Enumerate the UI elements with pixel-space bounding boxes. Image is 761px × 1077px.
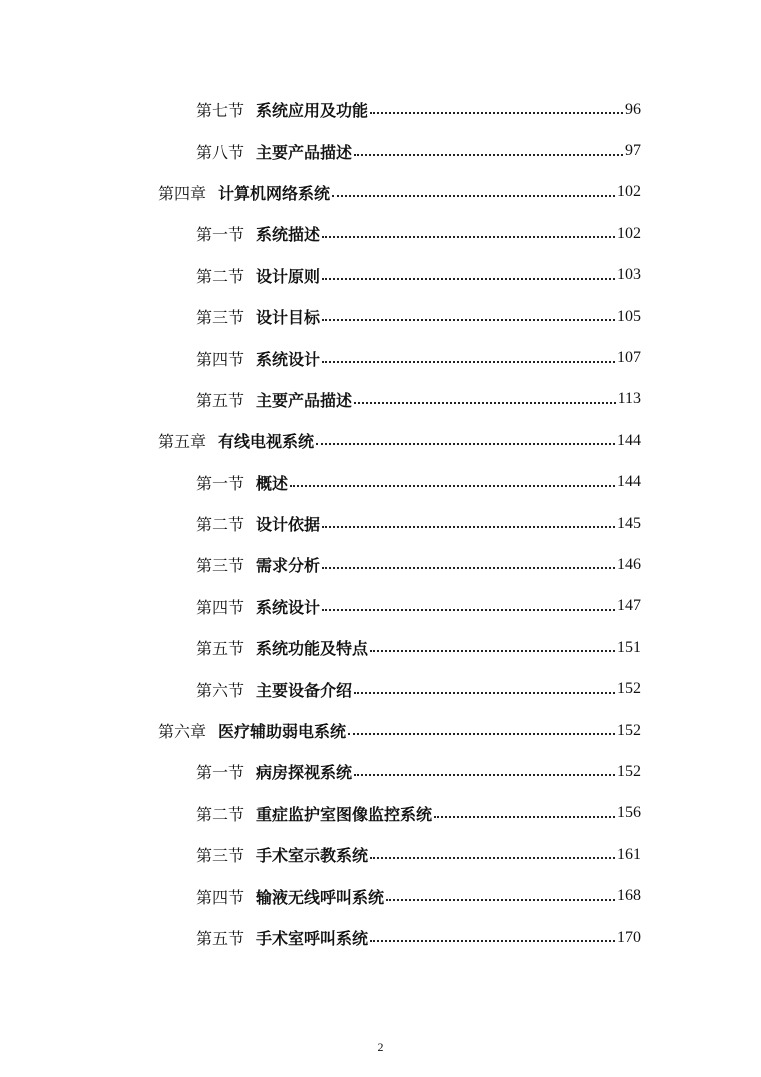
toc-entry-title: 设计依据	[256, 515, 321, 535]
toc-entry-title: 系统应用及功能	[256, 101, 369, 121]
dot-leader	[290, 484, 615, 487]
toc-section-entry[interactable]	[0, 379, 761, 420]
toc-entry-page-number: 145	[617, 514, 641, 532]
dot-leader	[354, 773, 615, 776]
dot-leader	[354, 691, 615, 694]
toc-entry-page-number: 97	[625, 142, 641, 160]
dot-leader	[322, 318, 615, 321]
toc-section-entry[interactable]	[0, 89, 761, 130]
toc-entry-line	[196, 347, 641, 370]
dot-leader	[370, 856, 615, 859]
toc-entry-page-number: 113	[617, 390, 641, 408]
toc-entry-label: 第二节	[196, 266, 245, 286]
dot-leader	[434, 815, 615, 818]
toc-section-entry[interactable]	[0, 255, 761, 296]
toc-entry-title: 有线电视系统	[218, 432, 315, 452]
toc-entry-line	[196, 264, 641, 287]
toc-entry-title: 系统描述	[256, 225, 321, 245]
toc-entry-line	[158, 719, 641, 742]
toc-entry-label: 第一节	[196, 225, 245, 245]
toc-entry-label: 第二节	[196, 515, 245, 535]
dot-leader	[316, 442, 615, 445]
toc-entry-label: 第六节	[196, 680, 245, 700]
toc-entry-label: 第七节	[196, 101, 245, 121]
toc-entry-line	[196, 388, 641, 411]
toc-entry-title: 医疗辅助弱电系统	[218, 722, 347, 742]
toc-entry-page-number: 170	[617, 928, 641, 946]
toc-entry-label: 第三节	[196, 846, 245, 866]
toc-entry-line	[196, 471, 641, 494]
toc-chapter-entry[interactable]	[0, 172, 761, 213]
toc-section-entry[interactable]	[0, 917, 761, 958]
toc-entry-label: 第五节	[196, 639, 245, 659]
toc-entry-title: 需求分析	[256, 556, 321, 576]
toc-entry-line	[196, 802, 641, 825]
toc-entry-line	[196, 98, 641, 121]
toc-entry-title: 手术室呼叫系统	[256, 929, 369, 948]
toc-section-entry[interactable]	[0, 130, 761, 171]
toc-entry-label: 第四节	[196, 597, 245, 617]
toc-section-entry[interactable]	[0, 337, 761, 378]
toc-entry-page-number: 151	[617, 638, 641, 656]
toc-entry-title: 输液无线呼叫系统	[256, 887, 385, 907]
toc-entry-label: 第四章	[158, 183, 207, 203]
toc-entry-page-number: 105	[617, 307, 641, 325]
dot-leader	[322, 566, 615, 569]
dot-leader	[322, 277, 615, 280]
toc-entry-label: 第五章	[158, 432, 207, 452]
dot-leader	[370, 939, 615, 942]
dot-leader	[386, 898, 615, 901]
toc-entry-page-number: 152	[617, 762, 641, 780]
dot-leader	[322, 525, 615, 528]
toc-chapter-entry[interactable]	[0, 420, 761, 461]
dot-leader	[322, 235, 615, 238]
toc-entry-title: 计算机网络系统	[218, 183, 331, 203]
toc-section-entry[interactable]	[0, 875, 761, 916]
toc-entry-line	[196, 222, 641, 245]
toc-section-entry[interactable]	[0, 503, 761, 544]
toc-entry-page-number: 102	[617, 183, 641, 201]
dot-leader	[322, 360, 615, 363]
toc-entry-page-number: 146	[617, 555, 641, 573]
toc-section-entry[interactable]	[0, 668, 761, 709]
toc-entry-page-number: 168	[617, 887, 641, 905]
toc-section-entry[interactable]	[0, 834, 761, 875]
toc-entry-line	[196, 678, 641, 701]
toc-entry-title: 主要产品描述	[256, 142, 353, 162]
toc-entry-page-number: 144	[617, 431, 641, 449]
toc-entry-line	[158, 429, 641, 452]
table-of-contents	[0, 89, 761, 958]
toc-entry-page-number: 156	[617, 804, 641, 822]
dot-leader	[370, 111, 623, 114]
toc-entry-title: 系统功能及特点	[256, 639, 369, 659]
toc-entry-title: 系统设计	[256, 597, 321, 617]
toc-entry-page-number: 103	[617, 266, 641, 284]
toc-entry-title: 主要设备介绍	[256, 680, 353, 700]
toc-entry-line	[196, 926, 641, 949]
toc-section-entry[interactable]	[0, 296, 761, 337]
toc-entry-title: 病房探视系统	[256, 763, 353, 783]
toc-entry-title: 系统设计	[256, 349, 321, 369]
toc-entry-line	[196, 512, 641, 535]
toc-entry-title: 重症监护室图像监控系统	[256, 804, 433, 824]
toc-section-entry[interactable]	[0, 462, 761, 503]
toc-section-entry[interactable]	[0, 751, 761, 792]
toc-entry-title: 设计目标	[256, 308, 321, 328]
toc-entry-page-number: 96	[625, 100, 641, 118]
toc-entry-title: 手术室示教系统	[256, 846, 369, 866]
toc-entry-label: 第四节	[196, 349, 245, 369]
toc-section-entry[interactable]	[0, 627, 761, 668]
toc-entry-page-number: 144	[617, 473, 641, 491]
toc-entry-label: 第五节	[196, 929, 245, 948]
toc-chapter-entry[interactable]	[0, 710, 761, 751]
toc-entry-title: 概述	[256, 473, 289, 493]
dot-leader	[354, 401, 616, 404]
toc-section-entry[interactable]	[0, 213, 761, 254]
toc-entry-page-number: 152	[617, 721, 641, 739]
page-number: 2	[377, 1040, 384, 1054]
toc-entry-page-number: 147	[617, 597, 641, 615]
toc-entry-line	[158, 181, 641, 204]
toc-entry-label: 第二节	[196, 804, 245, 824]
toc-section-entry[interactable]	[0, 586, 761, 627]
toc-entry-page-number: 152	[617, 680, 641, 698]
toc-entry-line	[196, 553, 641, 576]
toc-section-entry[interactable]	[0, 544, 761, 585]
toc-section-entry[interactable]	[0, 793, 761, 834]
toc-entry-label: 第五节	[196, 390, 245, 410]
toc-entry-page-number: 107	[617, 349, 641, 367]
toc-entry-line	[196, 636, 641, 659]
toc-entry-line	[196, 760, 641, 783]
dot-leader	[322, 608, 615, 611]
toc-entry-line	[196, 595, 641, 618]
toc-entry-title: 设计原则	[256, 266, 321, 286]
toc-entry-page-number: 161	[617, 845, 641, 863]
dot-leader	[354, 153, 623, 156]
toc-entry-line	[196, 305, 641, 328]
toc-entry-line	[196, 843, 641, 866]
toc-entry-title: 主要产品描述	[256, 390, 353, 410]
dot-leader	[348, 732, 615, 735]
toc-entry-label: 第一节	[196, 473, 245, 493]
toc-entry-line	[196, 885, 641, 908]
dot-leader	[332, 194, 615, 197]
toc-entry-label: 第三节	[196, 308, 245, 328]
toc-entry-label: 第四节	[196, 887, 245, 907]
toc-entry-label: 第六章	[158, 722, 207, 742]
toc-entry-label: 第三节	[196, 556, 245, 576]
toc-entry-page-number: 102	[617, 224, 641, 242]
toc-entry-label: 第一节	[196, 763, 245, 783]
dot-leader	[370, 649, 615, 652]
toc-entry-label: 第八节	[196, 142, 245, 162]
toc-entry-line	[196, 140, 641, 163]
